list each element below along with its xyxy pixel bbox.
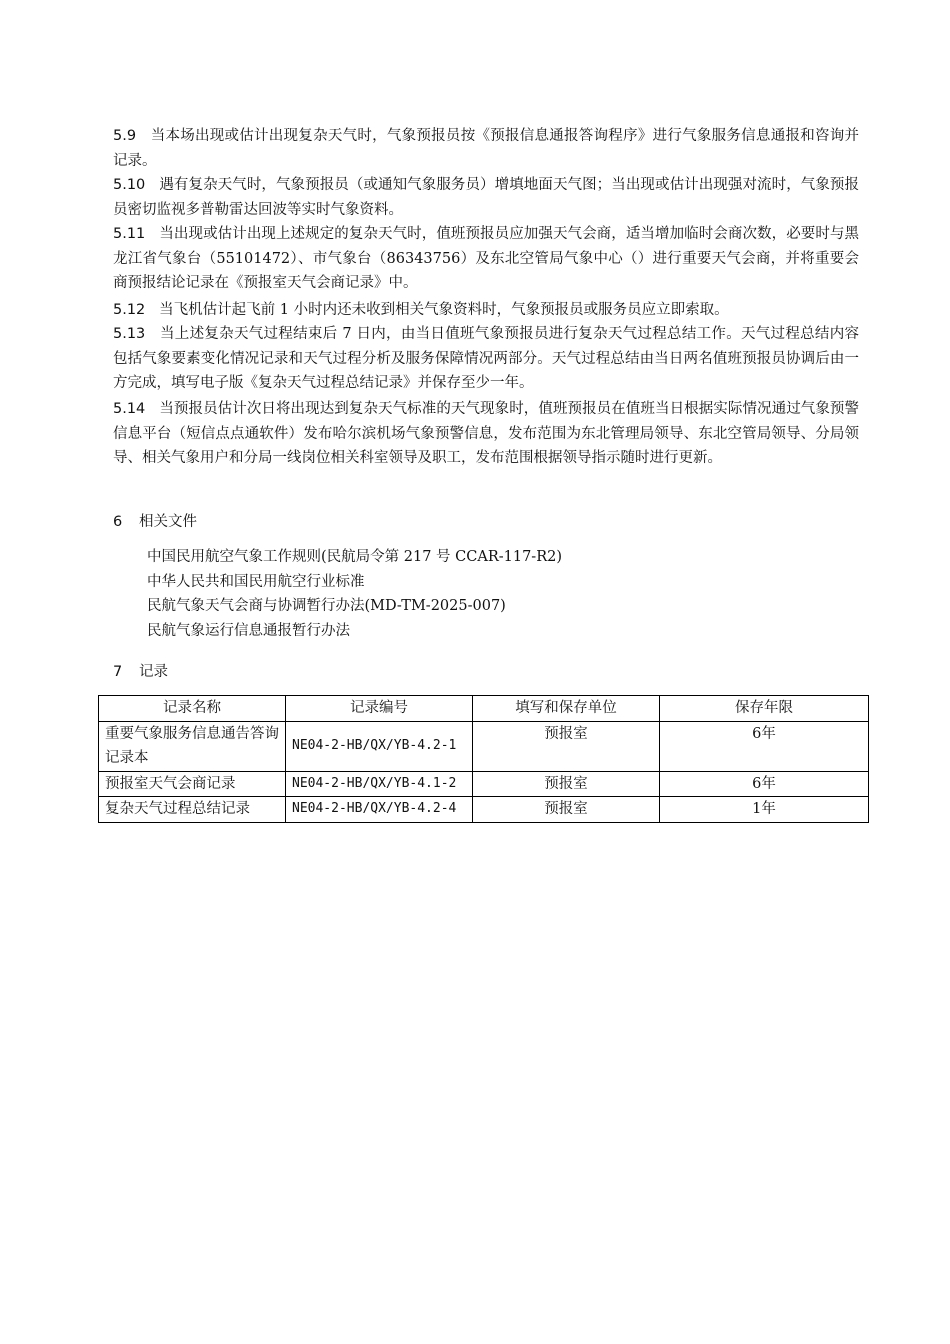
clause-text: 当飞机估计起飞前 1 小时内还未收到相关气象资料时，气象预报员或服务员应立即索取。 — [159, 302, 729, 318]
record-name: 重要气象服务信息通告答询记录本 — [99, 721, 286, 771]
section-7-heading — [113, 661, 168, 683]
column-header: 记录编号 — [286, 696, 473, 722]
section-title: 记录 — [139, 664, 168, 680]
column-header: 保存年限 — [660, 696, 869, 722]
table-row — [99, 771, 869, 797]
table-row — [99, 721, 869, 771]
section-title: 相关文件 — [139, 514, 197, 530]
related-document: 中国民用航空气象工作规则(民航局令第 217 号 CCAR-117-R2) — [147, 549, 563, 565]
related-documents-list — [147, 545, 562, 643]
record-years: 1年 — [660, 797, 869, 823]
related-document: 民航气象天气会商与协调暂行办法(MD-TM-2025-007) — [147, 598, 506, 614]
clause-number: 5.11 — [113, 226, 146, 242]
column-header: 记录名称 — [99, 696, 286, 722]
record-name: 预报室天气会商记录 — [99, 771, 286, 797]
section-number: 7 — [113, 664, 123, 680]
clause-5-9 — [113, 124, 859, 173]
clause-5-14 — [113, 397, 859, 471]
record-years: 6年 — [660, 721, 869, 771]
related-document: 中华人民共和国民用航空行业标准 — [147, 573, 365, 590]
related-document: 民航气象运行信息通报暂行办法 — [147, 622, 350, 639]
record-name: 复杂天气过程总结记录 — [99, 797, 286, 823]
record-code: NE04-2-HB/QX/YB-4.1-2 — [286, 771, 473, 797]
table-header-row — [99, 696, 869, 722]
record-years: 6年 — [660, 771, 869, 797]
record-unit: 预报室 — [473, 721, 660, 771]
clause-text: 遇有复杂天气时，气象预报员（或通知气象服务员）增填地面天气图；当出现或估计出现强对流时，气象预报员密切监视多普勒雷达回波等实时气象资料。 — [113, 177, 859, 218]
table-row — [99, 797, 869, 823]
clause-text: 当出现或估计出现上述规定的复杂天气时，值班预报员应加强天气会商，适当增加临时会商次数，必要时与黑龙江省气象台（55101472）、市气象台（86343756）及东北空管局气象中心（）进行重要天气会商，并将重要会商预报结论记录在《预报室天气会商记录》中。 — [113, 226, 859, 291]
section-number: 6 — [113, 514, 123, 530]
clause-number: 5.12 — [113, 302, 146, 318]
clause-number: 5.9 — [113, 128, 137, 144]
clause-number: 5.13 — [113, 326, 146, 342]
clause-5-10 — [113, 173, 859, 222]
clause-5-11 — [113, 222, 859, 296]
record-code: NE04-2-HB/QX/YB-4.2-4 — [286, 797, 473, 823]
record-unit: 预报室 — [473, 771, 660, 797]
clause-5-13 — [113, 322, 859, 396]
clause-text: 当上述复杂天气过程结束后 7 日内，由当日值班气象预报员进行复杂天气过程总结工作。天气过程总结内容包括气象要素变化情况记录和天气过程分析及服务保障情况两部分。天气过程总结由当日两名值班预报员协调后由一方完成，填写电子版《复杂天气过程总结记录》并保存至少一年。 — [113, 326, 859, 391]
clause-number: 5.14 — [113, 401, 146, 417]
record-unit: 预报室 — [473, 797, 660, 823]
records-table — [98, 695, 869, 823]
record-code: NE04-2-HB/QX/YB-4.2-1 — [286, 721, 473, 771]
clause-text: 当本场出现或估计出现复杂天气时，气象预报员按《预报信息通报答询程序》进行气象服务信息通报和咨询并记录。 — [113, 128, 860, 169]
clause-text: 当预报员估计次日将出现达到复杂天气标准的天气现象时，值班预报员在值班当日根据实际情况通过气象预警信息平台（短信点点通软件）发布哈尔滨机场气象预警信息，发布范围为东北管理局领导、东北空管局领导、分局领导、相关气象用户和分局一线岗位相关科室领导及职工，发布范围根据领导指示随时进行更新。 — [113, 401, 859, 466]
clause-number: 5.10 — [113, 177, 146, 193]
clause-5-12 — [113, 298, 859, 323]
section-6-heading — [113, 511, 197, 533]
column-header: 填写和保存单位 — [473, 696, 660, 722]
